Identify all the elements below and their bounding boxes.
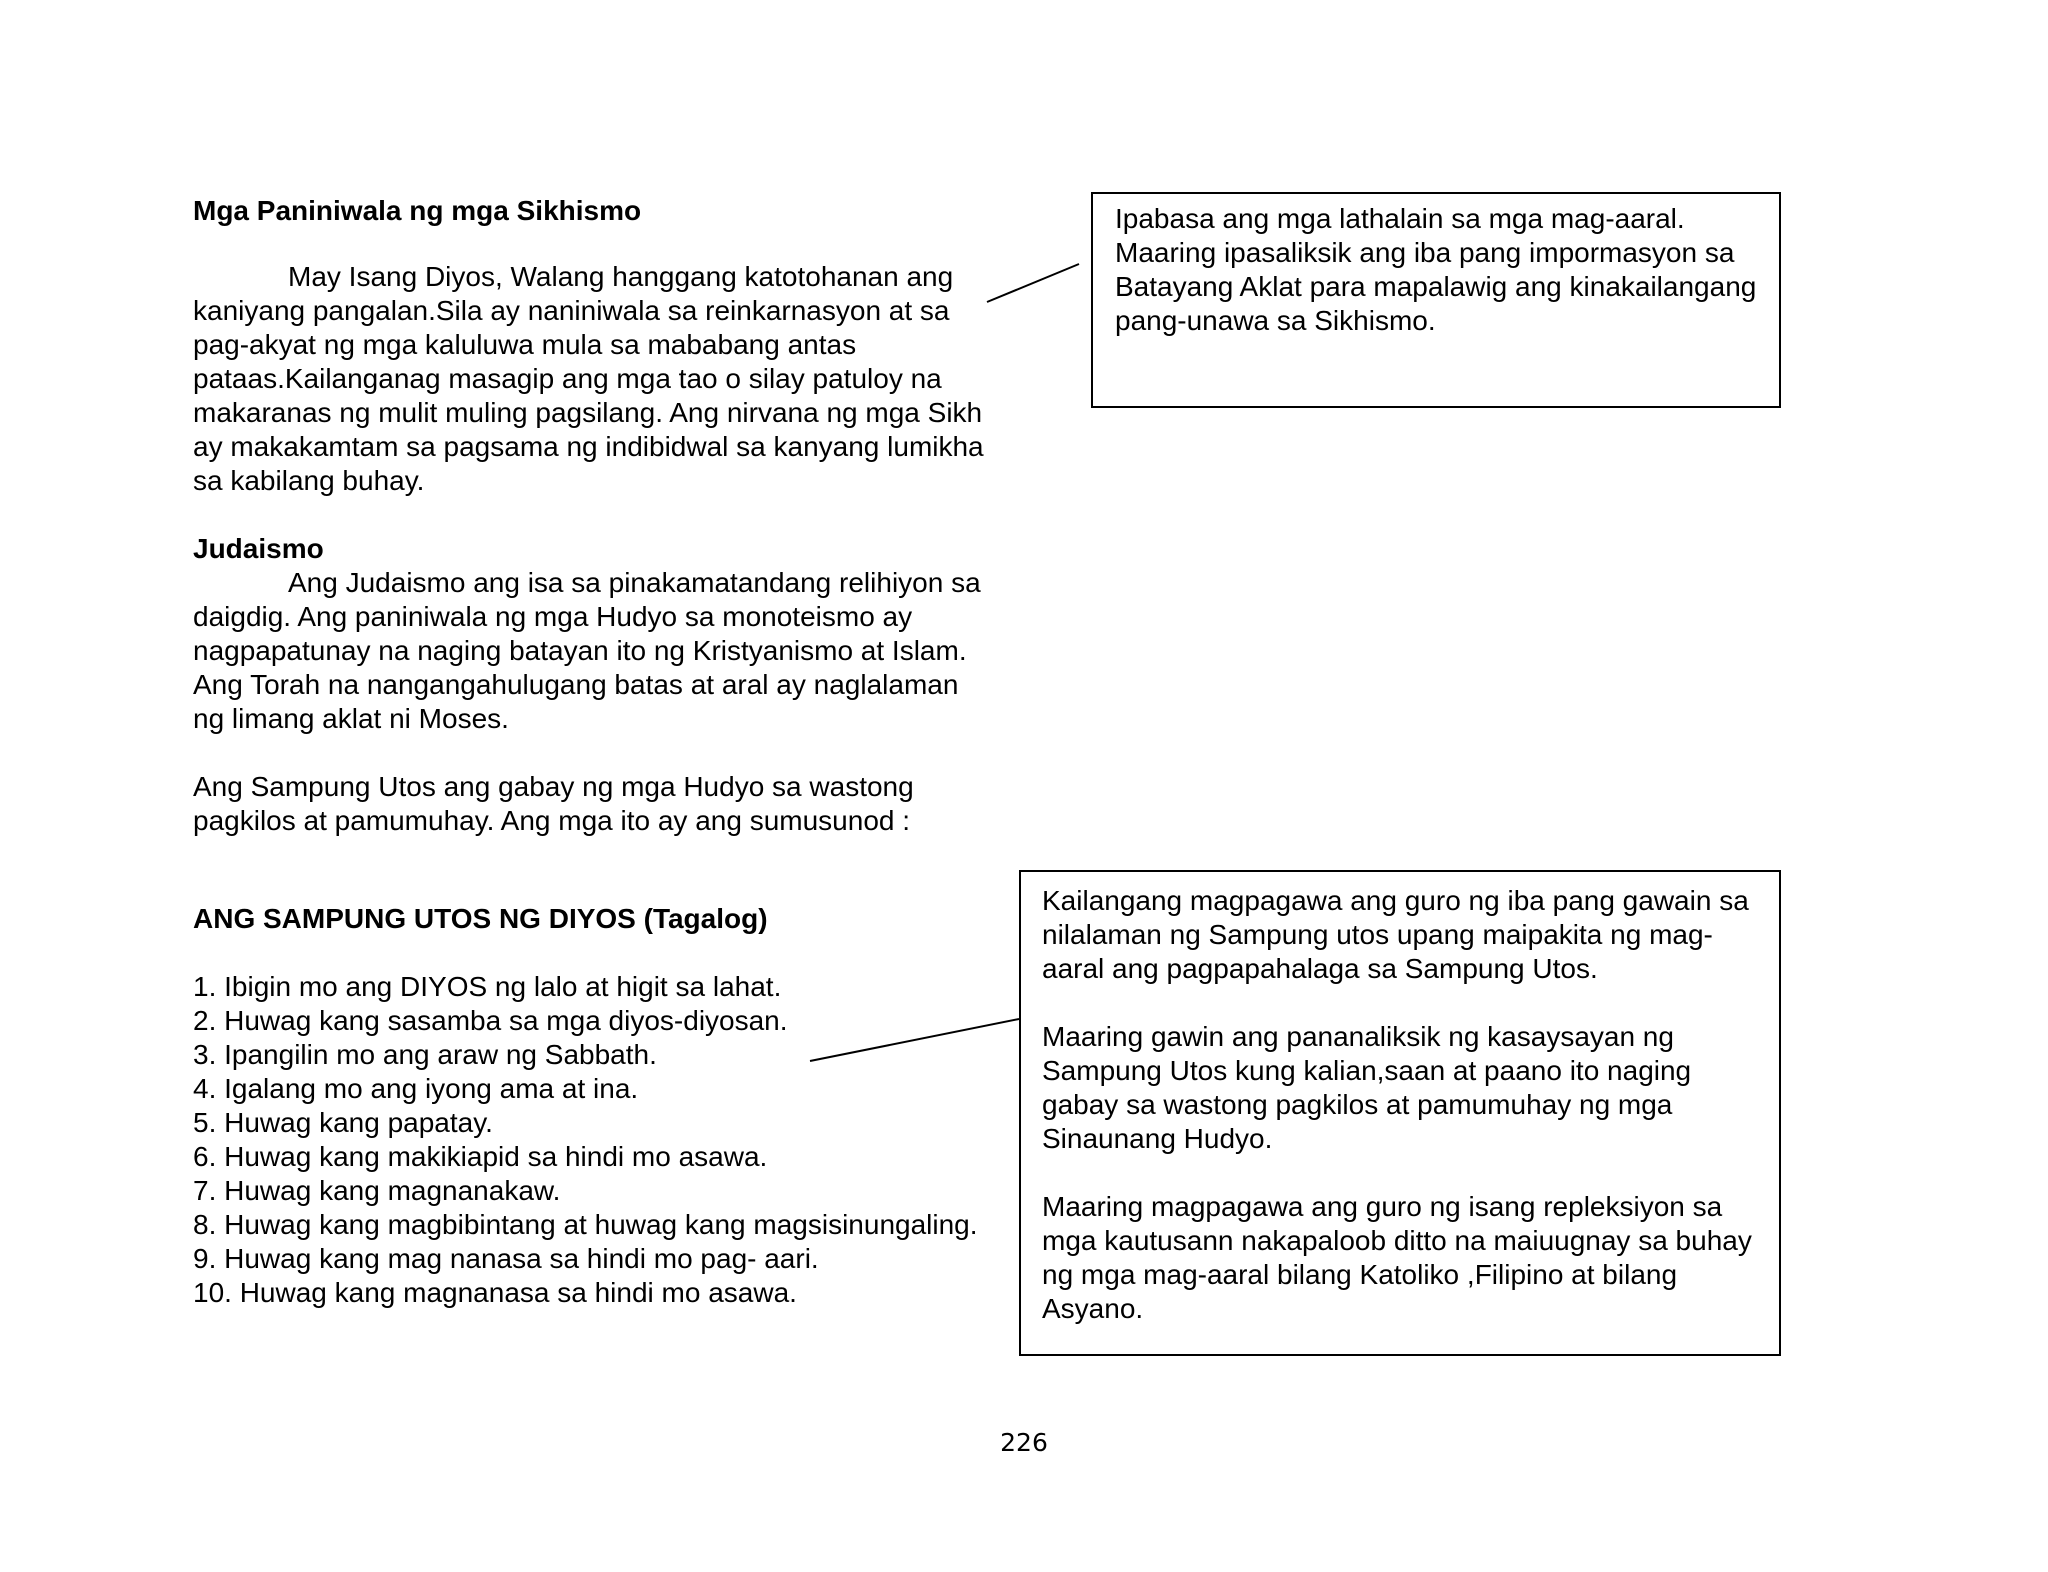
- teacher-note-text: Ipabasa ang mga lathalain sa mga mag-aaral. Maaring ipasaliksik ang iba pang impormasyon sa Batayang Aklat para mapalawig ang kinakailangang pang-unawa sa Sikhismo.: [1115, 203, 1757, 336]
- sikhismo-heading: Mga Paniniwala ng mga Sikhismo: [193, 195, 642, 226]
- list-item: 6. Huwag kang makikiapid sa hindi mo asawa.: [193, 1141, 768, 1172]
- teacher-note-box-sikhismo: [1091, 192, 1781, 408]
- callout-line-sikhismo: [987, 264, 1079, 302]
- teacher-note-paragraph: Maaring gawin ang pananaliksik ng kasaysayan ng Sampung Utos kung kalian,saan at paano ito naging gabay sa wastong pagkilos at pamumuhay ng mga Sinaunang Hudyo.: [1042, 1021, 1692, 1154]
- main-column: [193, 194, 993, 1310]
- commandments-list: [193, 970, 993, 1310]
- teacher-note-box-sampung-utos: [1019, 870, 1781, 1356]
- list-item: 2. Huwag kang sasamba sa mga diyos-diyosan.: [193, 1005, 788, 1036]
- list-item: 8. Huwag kang magbibintang at huwag kang magsisinungaling.: [193, 1209, 978, 1240]
- list-item: 4. Igalang mo ang iyong ama at ina.: [193, 1073, 639, 1104]
- judaismo-paragraph: Ang Judaismo ang isa sa pinakamatandang relihiyon sa daigdig. Ang paniniwala ng mga Hudyo sa monoteismo ay nagpapatunay na naging batayan ito ng Kristyanismo at Islam. Ang Torah na nangangahulugang batas at aral ay naglalaman ng limang aklat ni Moses.: [193, 567, 981, 734]
- sampung-utos-intro: Ang Sampung Utos ang gabay ng mga Hudyo sa wastong pagkilos at pamumuhay. Ang mga ito ay ang sumusunod :: [193, 771, 914, 836]
- list-item: 7. Huwag kang magnanakaw.: [193, 1175, 561, 1206]
- judaismo-heading: Judaismo: [193, 533, 324, 564]
- teacher-note-paragraph: Maaring magpagawa ang guro ng isang repleksiyon sa mga kautusann nakapaloob ditto na maiuugnay sa buhay ng mga mag-aaral bilang Katoliko ,Filipino at bilang Asyano.: [1042, 1191, 1752, 1324]
- list-item: 3. Ipangilin mo ang araw ng Sabbath.: [193, 1039, 657, 1070]
- teacher-note-paragraph: Kailangang magpagawa ang guro ng iba pang gawain sa nilalaman ng Sampung utos upang maipakita ng mag-aaral ang pagpapahalaga sa Sampung Utos.: [1042, 885, 1749, 984]
- list-item: 5. Huwag kang papatay.: [193, 1107, 493, 1138]
- list-item: 10. Huwag kang magnanasa sa hindi mo asawa.: [193, 1277, 797, 1308]
- sampung-utos-heading: ANG SAMPUNG UTOS NG DIYOS (Tagalog): [193, 903, 768, 934]
- page-number: 226: [1000, 1428, 1048, 1457]
- list-item: 1. Ibigin mo ang DIYOS ng lalo at higit sa lahat.: [193, 971, 782, 1002]
- sikhismo-paragraph: May Isang Diyos, Walang hanggang katotohanan ang kaniyang pangalan.Sila ay naniniwala sa reinkarnasyon at sa pag-akyat ng mga kaluluwa mula sa mababang antas pataas.Kailanganag masagip ang mga tao o silay patuloy na makaranas ng mulit muling pagsilang. Ang nirvana ng mga Sikh ay makakamtam sa pagsama ng indibidwal sa kanyang lumikha sa kabilang buhay.: [193, 261, 984, 496]
- list-item: 9. Huwag kang mag nanasa sa hindi mo pag- aari.: [193, 1243, 819, 1274]
